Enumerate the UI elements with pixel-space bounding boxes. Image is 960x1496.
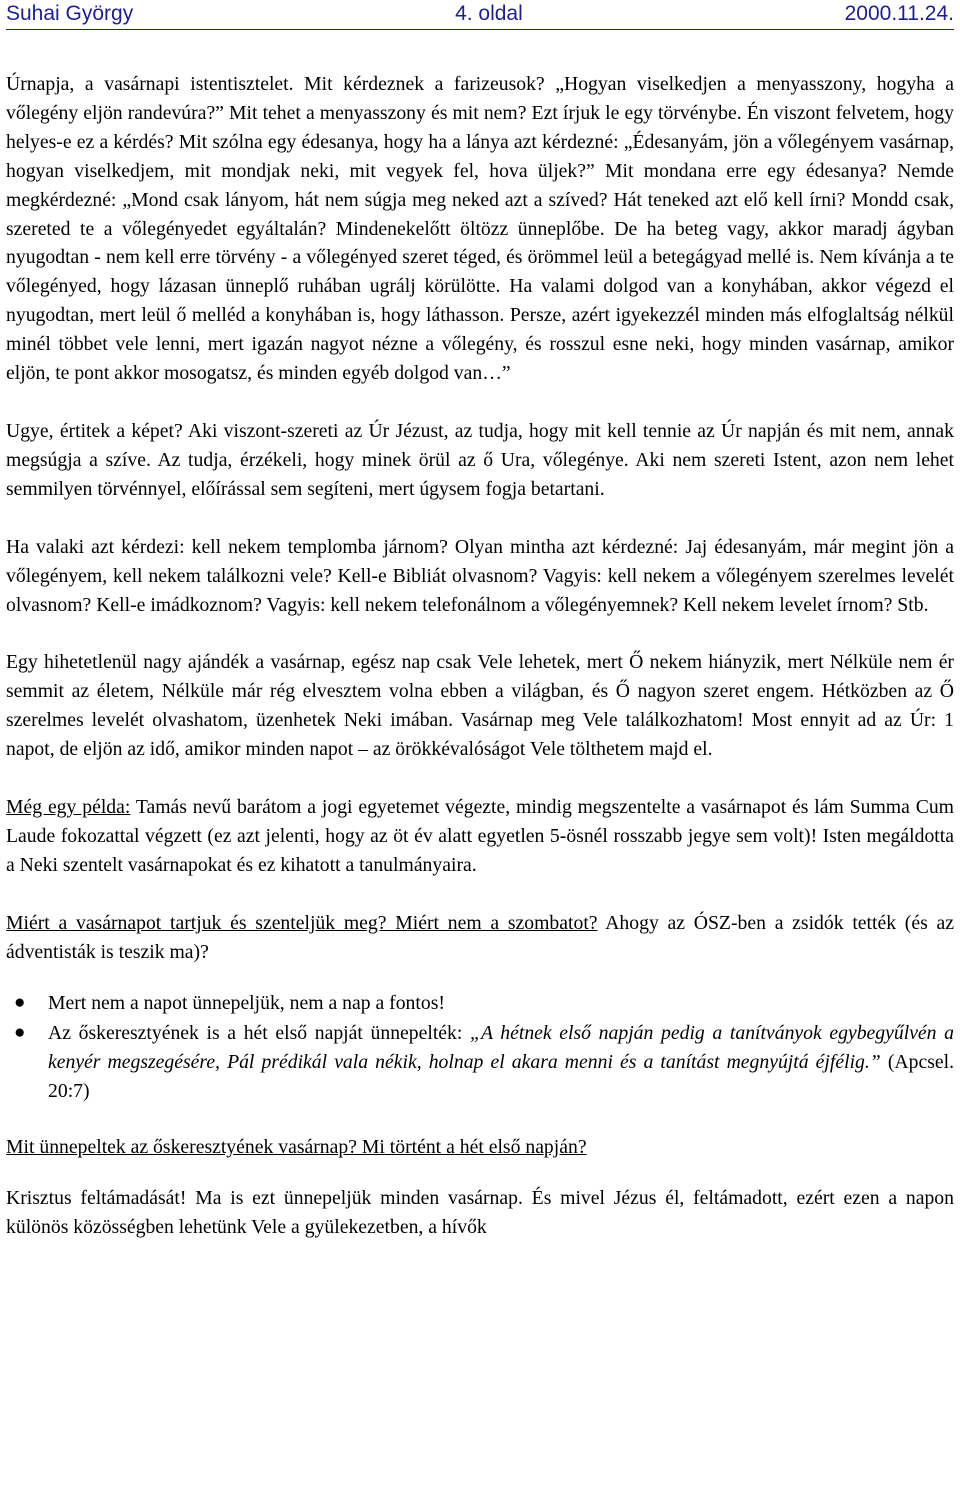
paragraph-urnapja: Úrnapja, a vasárnapi istentisztelet. Mit kérdeznek a farizeusok? „Hogyan viselkedjen a menyasszony, hogyha a vőlegény eljön randevúra?” Mit tehet a menyasszony és mit nem? Ezt írjuk le egy törvénybe. Én viszont felvetem, hogy helyes-e ez a kérdés? Mit szólna egy édesanya, hogy ha a lánya azt kérdezné: „Édesanyám, jön a vőlegényem vasárnap, hogyan viselkedjem, mit mondjak neki, mit vegyek fel, hova üljek?” Mit mondana erre egy édesanya? Nemde megkérdezné: „Mond csak lányom, hát nem súgja meg neked azt a szíved? Hát teneked azt elő kell írni? Mondd csak, szereted te a vőlegényedet egyáltalán? Mindenekelőtt öltözz ünneplőbe. De ha beteg vagy, akkor maradj ágyban nyugodtan - nem kell erre törvény - a vőlegényed szeret téged, és örömmel leül a betegágyad mellé is. Nem kívánja a te vőlegényed, hogy lázasan ünneplő ruhában ugrálj körülötte. Ha valami dolgod van a konyhában, akkor végezd el nyugodtan, mert leül ő melléd a konyhában is, hogy láthasson. Persze, azért igyekezzél minden más elfoglaltság nélkül minél többet vele lenni, mert igazán nagyot nézne a vőlegény, és rosszul esne neki, hogy minden vasárnap, amikor eljön, te pont akkor mosogatsz, és minden egyéb dolgod van…” xyxy=(6,73,954,385)
paragraph-ugye: Ugye, értitek a képet? Aki viszont-szereti az Úr Jézust, az tudja, hogy mit kell tennie az Úr napján és mit nem, annak megsúgja a szíve. Az tudja, érzékeli, hogy minek örül az ő Ura, vőlegénye. Aki nem szereti Istent, azon nem lehet semmilyen törvénnyel, előírással sem segíteni, mert úgysem fogja betartani. xyxy=(6,419,954,500)
why-question: Miért a vasárnapot tartjuk és szenteljük meg? Miért nem a szombatot? xyxy=(6,911,598,934)
bullet-list xyxy=(6,989,954,1107)
example-label: Még egy példa: xyxy=(6,796,131,819)
bible-quote: „A hétnek első napján pedig a tanítványok egybegyűlvén a kenyér megszegésére, Pál prédikál vala nékik, holnap el akara menni és a tanítást megnyújtá éjfélig.” xyxy=(48,1022,955,1074)
bullet-lead: Az őskeresztyének is a hét első napját ünnepelték: xyxy=(48,1022,471,1045)
document-body xyxy=(6,70,954,1242)
bible-reference: (Apcsel. 20:7) xyxy=(48,1051,954,1103)
example-text: Tamás nevű barátom a jogi egyetemet végezte, mindig megszentelte a vasárnapot és lám Summa Cum Laude fokozattal végzett (ez azt jelenti, hogy az öt év alatt egyetlen 5-ösnél rosszabb jegye sem volt)! Isten megáldotta a Neki szentelt vasárnapokat és ez kihatott a tanulmányaira. xyxy=(6,796,954,876)
paragraph-ajandek: Egy hihetetlenül nagy ajándék a vasárnap, egész nap csak Vele lehetek, mert Ő nekem hiányzik, mert Nélküle nem ér semmit az életem, Nélküle már rég elvesztem volna ebben a világban, és Ő nagyon szeret engem. Hétközben az Ő szerelmes levelét olvashatom, üzenhetek Neki imában. Vasárnap meg Vele találkozhatom! Most ennyit ad az Úr: 1 napot, de eljön az idő, amikor minden napot – az örökkévalóságot Vele tölthetem majd el. xyxy=(6,651,954,761)
header-author: Suhai György xyxy=(6,2,134,25)
bullet-dot-icon: ● xyxy=(14,1022,26,1044)
paragraph-templomba: Ha valaki azt kérdezi: kell nekem templomba járnom? Olyan mintha azt kérdezné: Jaj édesanyám, már megint jön a vőlegényem, kell nekem találkozni vele? Kell-e Bibliát olvasnom? Vagyis: kell nekem a vőlegényem szerelmes levelét olvasnom? Kell-e imádkoznom? Vagyis: kell nekem telefonálnom a vőlegényemnek? Kell nekem levelet írnom? Stb. xyxy=(6,535,954,616)
header-date: 2000.11.24. xyxy=(844,2,954,25)
bullet-item-oskeresztyenek xyxy=(6,1019,954,1106)
bullet-item-napot xyxy=(6,989,954,1018)
bullet-dot-icon: ● xyxy=(14,991,26,1013)
bullet-text: Mert nem a napot ünnepeljük, nem a nap a fontos! xyxy=(48,991,445,1014)
paragraph-miert xyxy=(6,909,954,967)
paragraph-pelda xyxy=(6,793,954,880)
paragraph-mit-unnepeltek: Mit ünnepeltek az őskeresztyének vasárnap? Mi történt a hét első napján? xyxy=(6,1136,587,1159)
header-page-number: 4. oldal xyxy=(455,2,523,25)
paragraph-krisztus: Krisztus feltámadását! Ma is ezt ünnepeljük minden vasárnap. És mivel Jézus él, feltámadott, ezért ezen a napon különös közösségben lehetünk Vele a gyülekezetben, a hívők xyxy=(6,1187,954,1238)
page-header xyxy=(6,0,954,30)
why-text: Ahogy az ÓSZ-ben a zsidók tették (és az ádventisták is teszik ma)? xyxy=(6,911,954,963)
